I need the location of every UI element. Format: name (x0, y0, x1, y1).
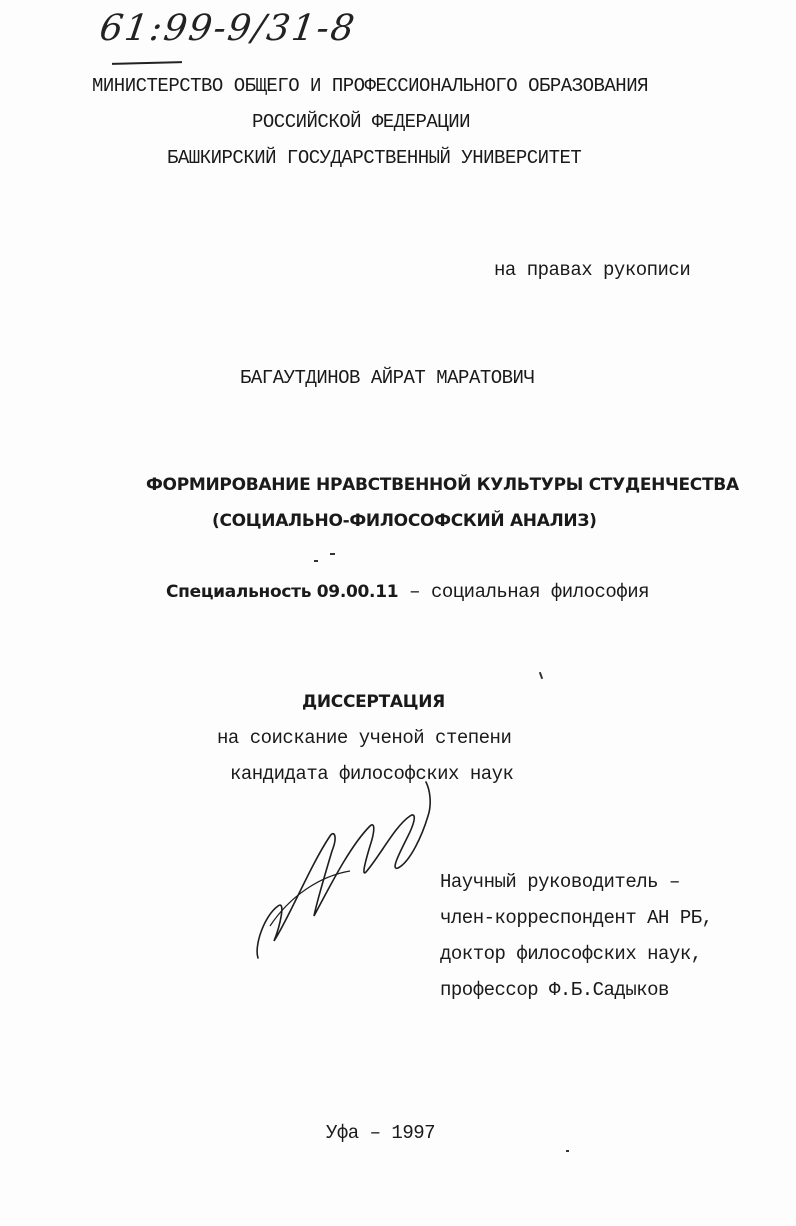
specialty-label: Специальность 09.00.11 (166, 582, 399, 602)
city-year: Уфа – 1997 (326, 1122, 436, 1144)
thesis-title-line-2: (СОЦИАЛЬНО-ФИЛОСОФСКИЙ АНАЛИЗ) (212, 511, 597, 531)
manuscript-note: на правах рукописи (494, 259, 691, 281)
archive-code-underline (112, 61, 182, 65)
stray-mark (330, 553, 335, 555)
supervisor-signature (250, 776, 450, 966)
stray-mark (566, 1150, 569, 1152)
author-name: БАГАУТДИНОВ АЙРАТ МАРАТОВИЧ (240, 367, 535, 389)
university-name: БАШКИРСКИЙ ГОСУДАРСТВЕННЫЙ УНИВЕРСИТЕТ (167, 147, 582, 169)
thesis-title-line-1: ФОРМИРОВАНИЕ НРАВСТВЕННОЙ КУЛЬТУРЫ СТУДЕНЧЕСТВА (146, 475, 739, 495)
stray-mark (314, 560, 318, 562)
specialty-name: социальная философия (430, 581, 650, 603)
archive-code: 61:99-9/31-8 (97, 8, 359, 49)
degree-line-1: на соискание ученой степени (217, 727, 512, 749)
dissertation-heading: ДИССЕРТАЦИЯ (302, 692, 445, 712)
supervisor-line-1: Научный руководитель – (440, 871, 680, 893)
degree-line-2: кандидата философских наук (230, 763, 514, 785)
supervisor-line-3: доктор философских наук, (440, 943, 702, 965)
supervisor-line-4: профессор Ф.Б.Садыков (440, 979, 669, 1001)
stray-mark (539, 672, 543, 679)
specialty-line (166, 580, 649, 604)
ministry-line-1: МИНИСТЕРСТВО ОБЩЕГО И ПРОФЕССИОНАЛЬНОГО ОБРАЗОВАНИЯ (92, 75, 648, 97)
specialty-dash: – (409, 581, 421, 603)
supervisor-line-2: член-корреспондент АН РБ, (440, 907, 713, 929)
ministry-line-2: РОССИЙСКОЙ ФЕДЕРАЦИИ (252, 111, 471, 133)
